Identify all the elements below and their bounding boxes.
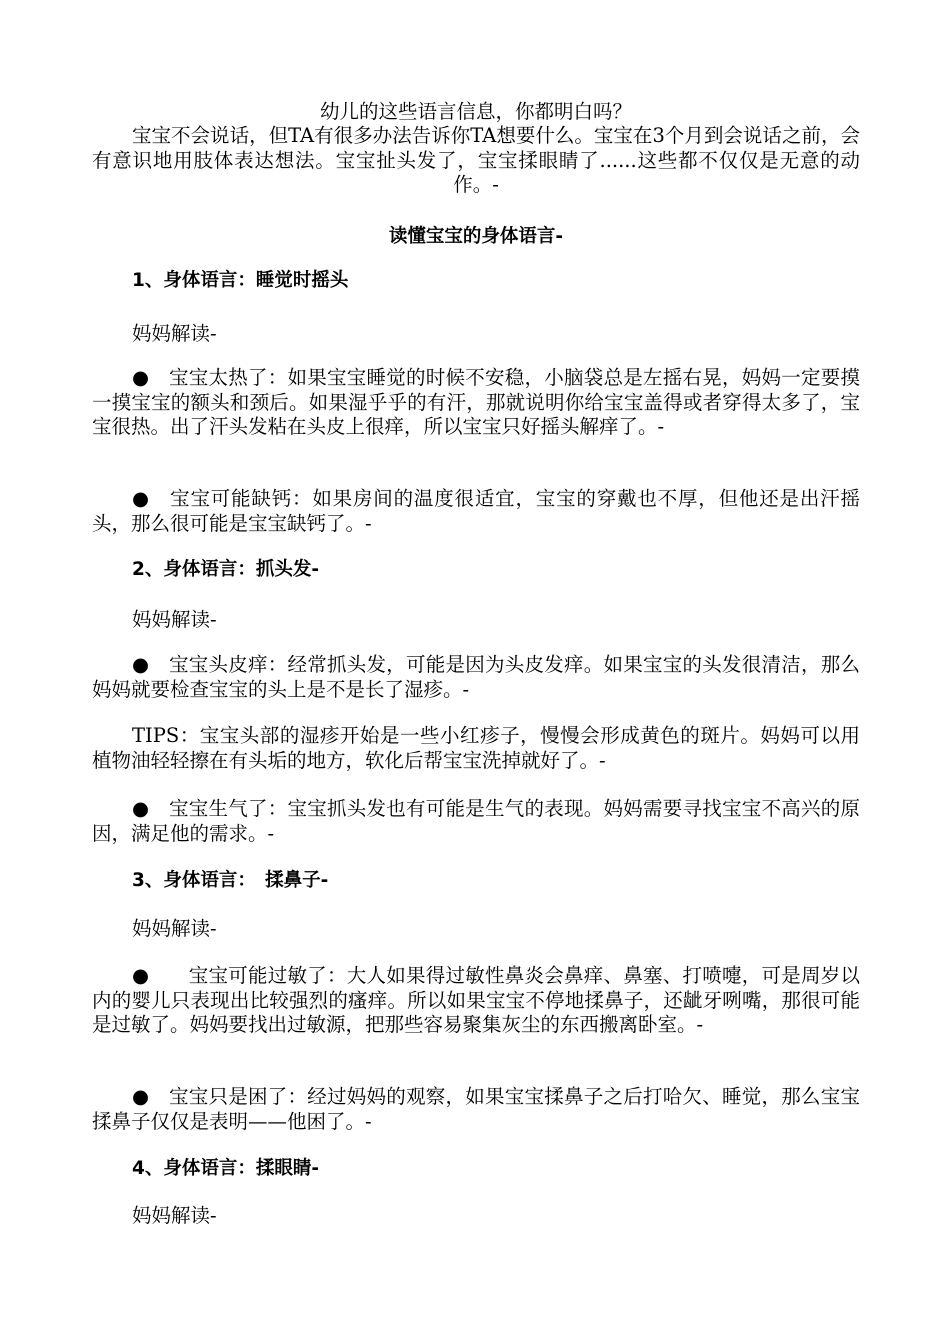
bullet-paragraph-sleepy: ● 宝宝只是困了：经过妈妈的观察，如果宝宝揉鼻子之后打哈欠、睡觉，那么宝宝揉鼻子仅仅是表明——他困了。- [92,1085,860,1133]
tips-paragraph: TIPS：宝宝头部的湿疹开始是一些小红疹子，慢慢会形成黄色的斑片。妈妈可以用植物油轻轻擦在有头垢的地方，软化后帮宝宝洗掉就好了。- [92,724,860,772]
mom-reading-label-3: 妈妈解读- [132,917,217,940]
bullet-paragraph-too-hot: ● 宝宝太热了：如果宝宝睡觉的时候不安稳，小脑袋总是左摇右晃，妈妈一定要摸一摸宝宝的额头和颈后。如果湿乎乎的有汗，那就说明你给宝宝盖得或者穿得太多了，宝宝很热。出了汗头发粘在头皮上很痒，所以宝宝只好摇头解痒了。- [92,366,860,438]
item-heading-3: 3、身体语言： 揉鼻子- [132,870,329,891]
bullet-paragraph-allergy: ● 宝宝可能过敏了：大人如果得过敏性鼻炎会鼻痒、鼻塞、打喷嚏，可是周岁以内的婴儿只表现出比较强烈的瘙痒。所以如果宝宝不停地揉鼻子，还龇牙咧嘴，那很可能是过敏了。妈妈要找出过敏源，把那些容易聚集灰尘的东西搬离卧室。- [92,964,860,1036]
item-heading-1: 1、身体语言：睡觉时摇头 [132,270,349,291]
item-heading-2: 2、身体语言：抓头发- [132,559,320,580]
bullet-paragraph-angry: ● 宝宝生气了：宝宝抓头发也有可能是生气的表现。妈妈需要寻找宝宝不高兴的原因，满足他的需求。- [92,797,860,845]
bullet-paragraph-itchy-scalp: ● 宝宝头皮痒：经常抓头发，可能是因为头皮发痒。如果宝宝的头发很清洁，那么妈妈就要检查宝宝的头上是不是长了湿疹。- [92,653,860,701]
item-heading-4: 4、身体语言：揉眼睛- [132,1158,320,1179]
intro-paragraph: 宝宝不会说话，但TA有很多办法告诉你TA想要什么。宝宝在3个月到会说话之前，会有意识地用肢体表达想法。宝宝扯头发了，宝宝揉眼睛了......这些都不仅仅是无意的动作。- [92,124,860,196]
mom-reading-label-4: 妈妈解读- [132,1204,217,1227]
document-title: 幼儿的这些语言信息，你都明白吗？ [319,100,632,123]
mom-reading-label-1: 妈妈解读- [132,322,217,345]
bullet-paragraph-calcium: ● 宝宝可能缺钙：如果房间的温度很适宜，宝宝的穿戴也不厚，但他还是出汗摇头，那么很可能是宝宝缺钙了。- [92,487,860,535]
section-heading: 读懂宝宝的身体语言- [388,226,564,247]
mom-reading-label-2: 妈妈解读- [132,608,217,631]
